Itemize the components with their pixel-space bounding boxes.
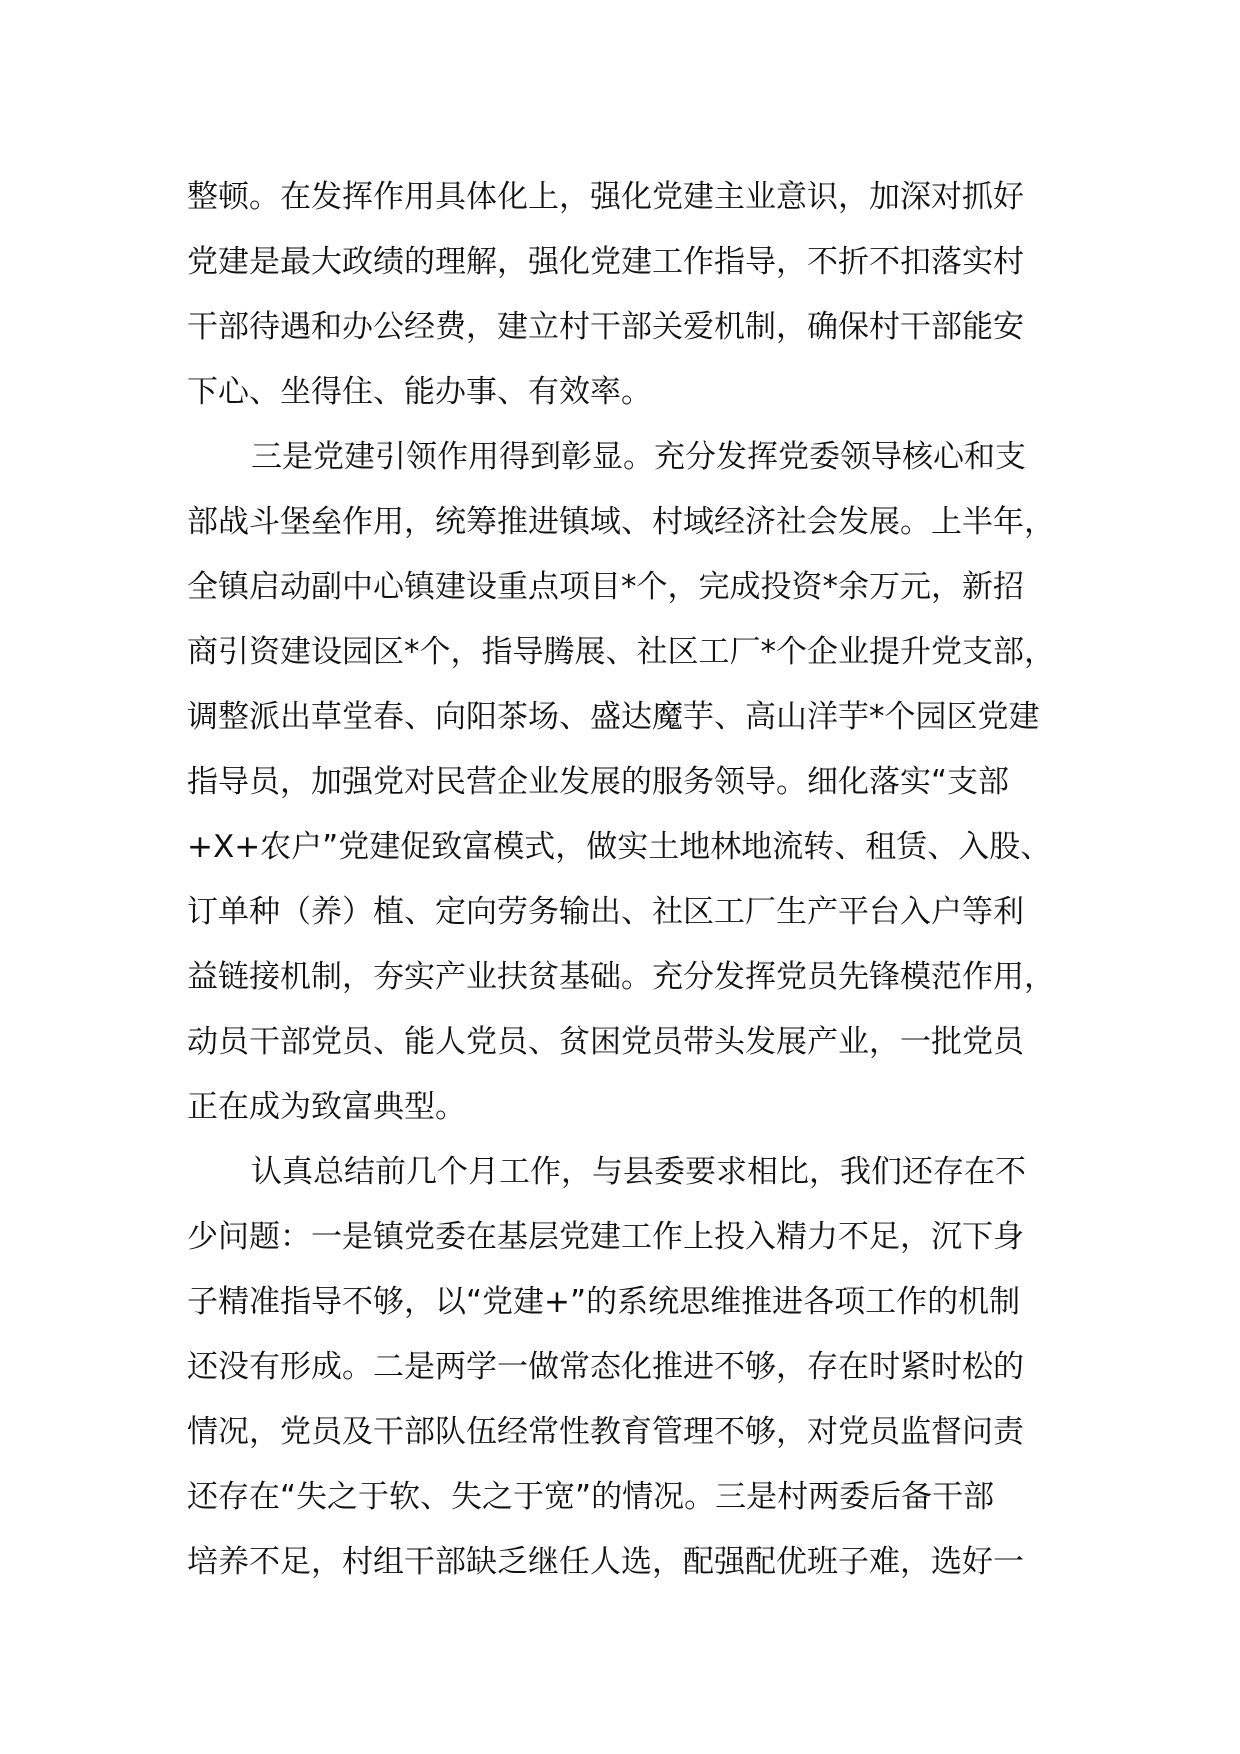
- text-line: 还没有形成。二是两学一做常态化推进不够，存在时紧时松的: [187, 1349, 1024, 1385]
- text-line: 培养不足，村组干部缺乏继任人选，配强配优班子难，选好一: [187, 1544, 1024, 1580]
- text-line: 下心、坐得住、能办事、有效率。: [187, 374, 652, 410]
- text-line: 正在成为致富典型。: [187, 1089, 466, 1125]
- text-line: 还存在“失之于软、失之于宽”的情况。三是村两委后备干部: [187, 1479, 995, 1515]
- paragraph-first-line: 三是党建引领作用得到彰显。充分发挥党委领导核心和支: [251, 439, 1026, 475]
- text-line: 商引资建设园区*个，指导腾展、社区工厂*个企业提升党支部，: [187, 634, 1055, 670]
- document-body: [187, 165, 1067, 1595]
- paragraph-first-line: 认真总结前几个月工作，与县委要求相比，我们还存在不: [251, 1154, 1026, 1190]
- text-line: 全镇启动副中心镇建设重点项目*个，完成投资*余万元，新招: [187, 569, 1024, 605]
- text-line: 部战斗堡垒作用，统筹推进镇域、村域经济社会发展。上半年，: [187, 504, 1055, 540]
- text-line: 益链接机制，夯实产业扶贫基础。充分发挥党员先锋模范作用，: [187, 959, 1055, 995]
- text-line: 党建是最大政绩的理解，强化党建工作指导，不折不扣落实村: [187, 244, 1024, 280]
- text-line: 少问题：一是镇党委在基层党建工作上投入精力不足，沉下身: [187, 1219, 1024, 1255]
- text-line: +X+农户”党建促致富模式，做实土地林地流转、租赁、入股、: [187, 829, 1052, 865]
- text-line: 整顿。在发挥作用具体化上，强化党建主业意识，加深对抓好: [187, 179, 1024, 215]
- text-line: 指导员，加强党对民营企业发展的服务领导。细化落实“支部: [187, 764, 1010, 800]
- text-line: 情况，党员及干部队伍经常性教育管理不够，对党员监督问责: [187, 1414, 1024, 1450]
- text-line: 订单种（养）植、定向劳务输出、社区工厂生产平台入户等利: [187, 894, 1024, 930]
- text-line: 调整派出草堂春、向阳茶场、盛达魔芋、高山洋芋*个园区党建: [187, 699, 1040, 735]
- text-line: 动员干部党员、能人党员、贫困党员带头发展产业，一批党员: [187, 1024, 1024, 1060]
- text-line: 干部待遇和办公经费，建立村干部关爱机制，确保村干部能安: [187, 309, 1024, 345]
- text-line: 子精准指导不够，以“党建+”的系统思维推进各项工作的机制: [187, 1284, 1021, 1320]
